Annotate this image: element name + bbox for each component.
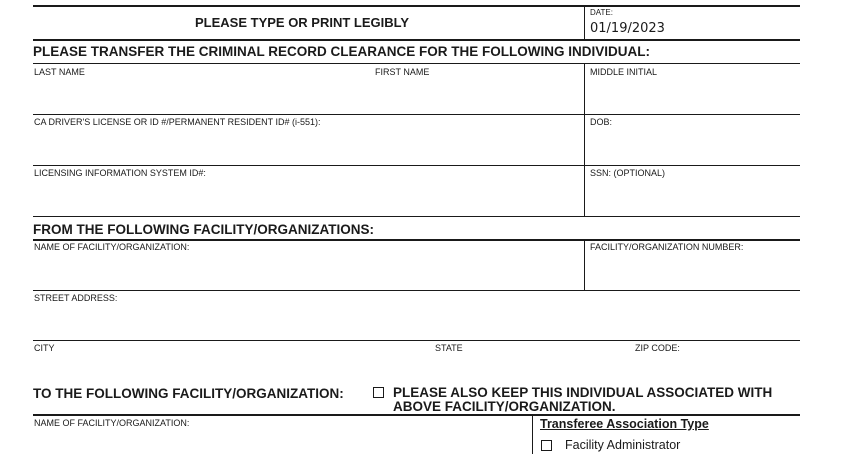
row-line-5 (33, 340, 800, 341)
individual-top-border (33, 39, 800, 41)
dob-label: DOB: (590, 117, 613, 127)
facility-number-label: FACILITY/ORGANIZATION NUMBER: (590, 242, 744, 252)
license-label: CA DRIVER'S LICENSE OR ID #/PERMANENT RESIDENT ID# (i-551): (34, 117, 321, 127)
individual-section-title: PLEASE TRANSFER THE CRIMINAL RECORD CLEARANCE FOR THE FOLLOWING INDIVIDUAL: (33, 44, 650, 59)
dob-input[interactable] (590, 136, 790, 156)
instruction-text: PLEASE TYPE OR PRINT LEGIBLY (195, 15, 410, 30)
first-name-label: FIRST NAME (375, 67, 430, 77)
date-divider (584, 6, 585, 39)
dob-divider (584, 115, 585, 165)
keep-association-text-line2: ABOVE FACILITY/ORGANIZATION. (393, 399, 616, 414)
license-input[interactable] (35, 136, 575, 156)
street-address-input[interactable] (35, 312, 790, 332)
facility-number-input[interactable] (590, 261, 790, 281)
date-label: DATE: (590, 8, 613, 17)
middle-initial-divider (584, 64, 585, 114)
row-line-3 (33, 216, 800, 217)
keep-association-checkbox[interactable] (373, 387, 384, 398)
association-divider (532, 415, 533, 454)
date-value[interactable]: 01/19/2023 (590, 21, 665, 36)
middle-initial-label: MIDDLE INITIAL (590, 67, 658, 77)
ssn-input[interactable] (590, 187, 790, 207)
association-type-title: Transferee Association Type (540, 417, 709, 431)
lis-id-input[interactable] (35, 187, 575, 207)
keep-association-text-line1: PLEASE ALSO KEEP THIS INDIVIDUAL ASSOCIATED WITH (393, 385, 773, 400)
last-name-label: LAST NAME (34, 67, 85, 77)
state-label: STATE (435, 343, 463, 353)
city-label: CITY (34, 343, 55, 353)
to-facility-title: TO THE FOLLOWING FACILITY/ORGANIZATION: (33, 386, 344, 401)
city-input[interactable] (35, 358, 425, 376)
ssn-divider (584, 166, 585, 217)
facility-administrator-label: Facility Administrator (565, 438, 681, 452)
row-line-2 (33, 165, 800, 166)
to-facility-name-input[interactable] (35, 432, 515, 452)
lis-id-label: LICENSING INFORMATION SYSTEM ID#: (34, 168, 206, 178)
state-input[interactable] (436, 358, 626, 376)
from-facility-title: FROM THE FOLLOWING FACILITY/ORGANIZATIONS: (33, 222, 374, 237)
to-facility-name-label: NAME OF FACILITY/ORGANIZATION: (34, 418, 190, 428)
to-facility-underline (33, 414, 800, 416)
row-line-1 (33, 114, 800, 115)
middle-initial-input[interactable] (590, 86, 790, 106)
street-address-label: STREET ADDRESS: (34, 293, 118, 303)
from-facility-underline (33, 239, 800, 241)
first-name-input[interactable] (376, 86, 576, 106)
individual-title-underline (33, 63, 800, 64)
top-border (33, 5, 800, 7)
from-facility-name-label: NAME OF FACILITY/ORGANIZATION: (34, 242, 190, 252)
last-name-input[interactable] (35, 86, 365, 106)
facility-administrator-checkbox[interactable] (541, 440, 552, 451)
zip-code-input[interactable] (636, 358, 796, 376)
zip-code-label: ZIP CODE: (635, 343, 680, 353)
row-line-4 (33, 290, 800, 291)
from-facility-name-input[interactable] (35, 261, 575, 281)
ssn-label: SSN: (OPTIONAL) (590, 168, 666, 178)
facility-number-divider (584, 241, 585, 290)
